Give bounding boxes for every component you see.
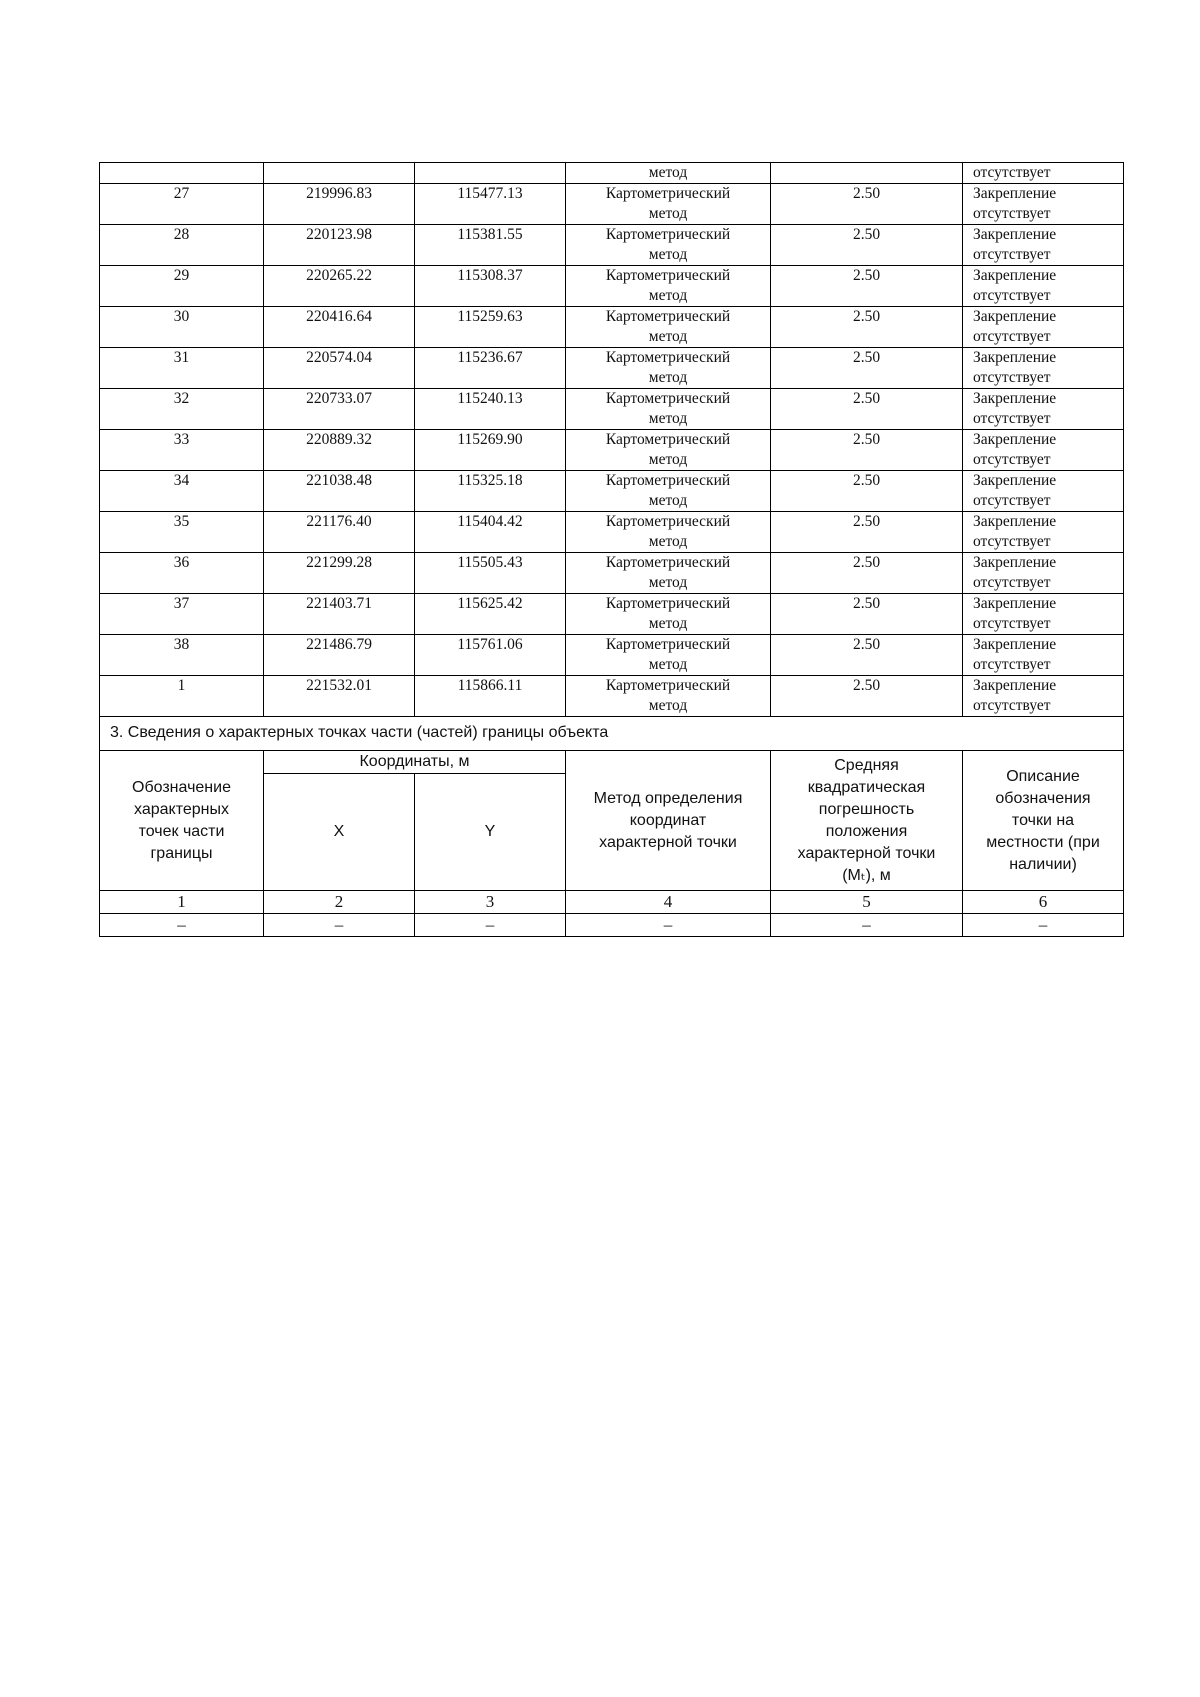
point-cell: 31	[100, 348, 264, 389]
table-row	[100, 512, 1124, 553]
table-row	[100, 553, 1124, 594]
section3-title-row	[100, 717, 1124, 751]
error-cell: 2.50	[771, 184, 963, 225]
y-cell: 115505.43	[415, 553, 566, 594]
method-line: Картометрический	[605, 267, 731, 284]
header-designation	[100, 751, 264, 891]
header-method-line: Метод определения	[593, 789, 743, 807]
error-cell: 2.50	[771, 348, 963, 389]
point-cell: 35	[100, 512, 264, 553]
error-cell: 2.50	[771, 266, 963, 307]
x-cell	[264, 163, 415, 184]
header-x: X	[264, 774, 415, 891]
y-cell: 115236.67	[415, 348, 566, 389]
empty-cell: –	[415, 914, 566, 937]
fixation-line: отсутствует	[973, 369, 1051, 386]
table-row	[100, 471, 1124, 512]
document-page	[99, 162, 1123, 937]
point-cell: 38	[100, 635, 264, 676]
x-cell: 220733.07	[264, 389, 415, 430]
fixation-line: Закрепление	[973, 185, 1057, 202]
fixation-line: отсутствует	[973, 205, 1051, 222]
y-cell: 115866.11	[415, 676, 566, 717]
fixation-line: отсутствует	[973, 287, 1051, 304]
fixation-cell	[963, 635, 1124, 676]
error-cell: 2.50	[771, 512, 963, 553]
column-number: 4	[566, 891, 771, 914]
column-number: 1	[100, 891, 264, 914]
y-cell: 115404.42	[415, 512, 566, 553]
point-cell	[100, 163, 264, 184]
header-description-line: Описание	[1006, 767, 1080, 785]
method-line: метод	[648, 656, 688, 673]
fixation-line: отсутствует	[973, 451, 1051, 468]
empty-data-row	[100, 914, 1124, 937]
fixation-cell	[963, 471, 1124, 512]
fixation-line: отсутствует	[973, 246, 1051, 263]
fixation-cell	[963, 594, 1124, 635]
y-cell: 115308.37	[415, 266, 566, 307]
error-cell: 2.50	[771, 307, 963, 348]
table-row	[100, 225, 1124, 266]
method-cell	[566, 307, 771, 348]
header-coordinates: Координаты, м	[264, 751, 566, 774]
header-error-line: погрешность	[818, 800, 915, 818]
fixation-cell	[963, 184, 1124, 225]
fixation-line: Закрепление	[973, 472, 1057, 489]
column-numbers-row	[100, 891, 1124, 914]
fixation-line: Закрепление	[973, 513, 1057, 530]
method-cell	[566, 184, 771, 225]
method-cell	[566, 389, 771, 430]
section3-title: 3. Сведения о характерных точках части (частей) границы объекта	[100, 717, 1124, 751]
method-line: метод	[648, 697, 688, 714]
method-cell: метод	[566, 163, 771, 184]
point-cell: 27	[100, 184, 264, 225]
header-error-line: характерной точки	[797, 844, 936, 862]
header-description-line: обозначения	[995, 789, 1091, 807]
x-cell: 221486.79	[264, 635, 415, 676]
method-cell	[566, 348, 771, 389]
method-line: метод	[648, 328, 688, 345]
error-cell: 2.50	[771, 676, 963, 717]
section3-header-row	[100, 751, 1124, 774]
x-cell: 221532.01	[264, 676, 415, 717]
fixation-line: Закрепление	[973, 226, 1057, 243]
empty-cell: –	[264, 914, 415, 937]
header-method-line: координат	[629, 811, 707, 829]
fixation-line: отсутствует	[973, 533, 1051, 550]
error-cell: 2.50	[771, 594, 963, 635]
table-row	[100, 594, 1124, 635]
method-line: Картометрический	[605, 390, 731, 407]
error-cell: 2.50	[771, 471, 963, 512]
point-cell: 30	[100, 307, 264, 348]
fixation-cell	[963, 553, 1124, 594]
y-cell: 115259.63	[415, 307, 566, 348]
method-line: Картометрический	[605, 226, 731, 243]
method-cell	[566, 512, 771, 553]
y-cell	[415, 163, 566, 184]
fixation-cell: отсутствует	[963, 163, 1124, 184]
method-line: Картометрический	[605, 677, 731, 694]
point-cell: 34	[100, 471, 264, 512]
fixation-line: Закрепление	[973, 636, 1057, 653]
x-cell: 220416.64	[264, 307, 415, 348]
header-error-line: положения	[825, 822, 908, 840]
y-cell: 115381.55	[415, 225, 566, 266]
method-line: метод	[648, 492, 688, 509]
method-line: метод	[648, 369, 688, 386]
method-cell	[566, 676, 771, 717]
method-line: Картометрический	[605, 554, 731, 571]
header-error-line: (Mₜ), м	[842, 866, 891, 884]
header-method	[566, 751, 771, 891]
header-description-line: точки на	[1011, 811, 1075, 829]
error-cell: 2.50	[771, 635, 963, 676]
x-cell: 221403.71	[264, 594, 415, 635]
table-row	[100, 184, 1124, 225]
method-line: Картометрический	[605, 595, 731, 612]
table-row	[100, 430, 1124, 471]
table-row	[100, 307, 1124, 348]
error-cell	[771, 163, 963, 184]
header-y: Y	[415, 774, 566, 891]
fixation-line: Закрепление	[973, 431, 1057, 448]
method-cell	[566, 594, 771, 635]
method-line: метод	[648, 533, 688, 550]
x-cell: 221299.28	[264, 553, 415, 594]
method-cell	[566, 471, 771, 512]
x-cell: 219996.83	[264, 184, 415, 225]
header-error-line: Средняя	[834, 756, 899, 774]
x-cell: 221038.48	[264, 471, 415, 512]
header-description-line: местности (при	[986, 833, 1100, 851]
fixation-cell	[963, 512, 1124, 553]
fixation-line: отсутствует	[973, 615, 1051, 632]
error-cell: 2.50	[771, 389, 963, 430]
method-line: метод	[648, 451, 688, 468]
error-cell: 2.50	[771, 430, 963, 471]
method-line: метод	[648, 574, 688, 591]
method-line: метод	[648, 205, 688, 222]
method-line: метод	[648, 615, 688, 632]
fixation-line: Закрепление	[973, 677, 1057, 694]
table-row	[100, 635, 1124, 676]
fixation-line: Закрепление	[973, 267, 1057, 284]
method-line: метод	[648, 287, 688, 304]
coordinates-table	[99, 162, 1124, 937]
section3-table-body	[100, 717, 1124, 937]
header-error-line: квадратическая	[807, 778, 926, 796]
fixation-line: отсутствует	[973, 410, 1051, 427]
fixation-cell	[963, 389, 1124, 430]
fixation-line: Закрепление	[973, 349, 1057, 366]
header-designation-line: границы	[150, 844, 213, 862]
header-description	[963, 751, 1124, 891]
empty-cell: –	[771, 914, 963, 937]
method-cell	[566, 225, 771, 266]
point-cell: 37	[100, 594, 264, 635]
header-designation-line: точек части	[138, 822, 225, 840]
point-cell: 33	[100, 430, 264, 471]
fixation-line: отсутствует	[973, 574, 1051, 591]
point-cell: 1	[100, 676, 264, 717]
fixation-cell	[963, 266, 1124, 307]
method-cell	[566, 635, 771, 676]
header-designation-line: характерных	[134, 800, 229, 818]
y-cell: 115240.13	[415, 389, 566, 430]
y-cell: 115761.06	[415, 635, 566, 676]
method-line: Картометрический	[605, 513, 731, 530]
x-cell: 221176.40	[264, 512, 415, 553]
fixation-cell	[963, 676, 1124, 717]
header-description-line: наличии)	[1009, 855, 1077, 873]
method-line: Картометрический	[605, 636, 731, 653]
table-row	[100, 676, 1124, 717]
fixation-line: отсутствует	[973, 328, 1051, 345]
fixation-line: Закрепление	[973, 308, 1057, 325]
column-number: 6	[963, 891, 1124, 914]
empty-cell: –	[100, 914, 264, 937]
method-line: Картометрический	[605, 308, 731, 325]
point-cell: 32	[100, 389, 264, 430]
point-cell: 29	[100, 266, 264, 307]
method-cell	[566, 266, 771, 307]
fixation-line: Закрепление	[973, 595, 1057, 612]
table-row-continued	[100, 163, 1124, 184]
method-line: метод	[648, 246, 688, 263]
error-cell: 2.50	[771, 553, 963, 594]
y-cell: 115477.13	[415, 184, 566, 225]
fixation-cell	[963, 430, 1124, 471]
method-line: Картометрический	[605, 185, 731, 202]
method-line: Картометрический	[605, 472, 731, 489]
y-cell: 115325.18	[415, 471, 566, 512]
point-cell: 36	[100, 553, 264, 594]
fixation-line: отсутствует	[973, 492, 1051, 509]
method-line: Картометрический	[605, 431, 731, 448]
x-cell: 220574.04	[264, 348, 415, 389]
table-row	[100, 266, 1124, 307]
empty-cell: –	[963, 914, 1124, 937]
fixation-line: отсутствует	[973, 697, 1051, 714]
fixation-cell	[963, 225, 1124, 266]
empty-cell: –	[566, 914, 771, 937]
y-cell: 115625.42	[415, 594, 566, 635]
column-number: 3	[415, 891, 566, 914]
header-designation-line: Обозначение	[132, 778, 231, 796]
fixation-cell	[963, 348, 1124, 389]
header-error	[771, 751, 963, 891]
fixation-line: Закрепление	[973, 390, 1057, 407]
method-line: Картометрический	[605, 349, 731, 366]
column-number: 2	[264, 891, 415, 914]
header-method-line: характерной точки	[599, 833, 737, 851]
fixation-line: Закрепление	[973, 554, 1057, 571]
point-cell: 28	[100, 225, 264, 266]
table-row	[100, 348, 1124, 389]
method-cell	[566, 553, 771, 594]
x-cell: 220889.32	[264, 430, 415, 471]
fixation-line: отсутствует	[973, 656, 1051, 673]
error-cell: 2.50	[771, 225, 963, 266]
x-cell: 220265.22	[264, 266, 415, 307]
coordinates-table-body	[100, 163, 1124, 717]
table-row	[100, 389, 1124, 430]
column-number: 5	[771, 891, 963, 914]
method-cell	[566, 430, 771, 471]
x-cell: 220123.98	[264, 225, 415, 266]
method-line: метод	[648, 410, 688, 427]
y-cell: 115269.90	[415, 430, 566, 471]
fixation-cell	[963, 307, 1124, 348]
